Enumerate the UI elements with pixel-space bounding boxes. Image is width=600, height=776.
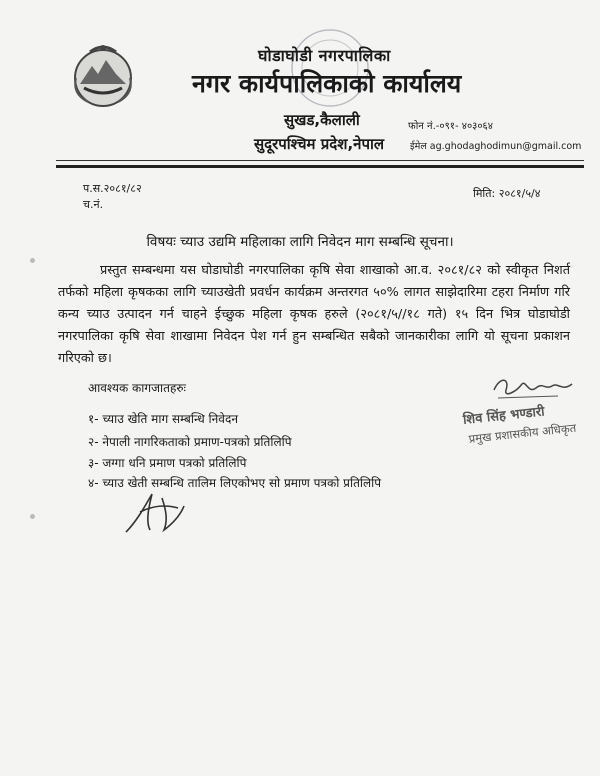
reference-number: प.स.२०८१/८२ [83, 182, 142, 195]
letter-date: मिति: २०८१/५/४ [473, 187, 541, 200]
document-item: ३- जग्गा धनि प्रमाण पत्रको प्रतिलिपि [88, 456, 247, 470]
office-phone: फोन नं.-०९१- ४०३०६४ [408, 121, 493, 132]
office-province: सुदूरपश्चिम प्रदेश,नेपाल [254, 135, 385, 153]
office-email: ईमेल ag.ghodaghodimun@gmail.com [410, 141, 582, 152]
office-city: सुखड,कैलाली [284, 111, 360, 129]
initial-signature-icon [122, 486, 188, 538]
notice-body: प्रस्तुत सम्बन्धमा यस घोडाघोडी नगरपालिका कृषि सेवा शाखाको आ.व. २०८१/८२ को स्वीकृत निशर्त तर्फको महिला कृषकका लागि च्याउखेती प्रवर्धन कार्यक्रम अन्तरगत ५०% लागत साझेदारिमा टहरा निर्माण गरि कन्य च्याउ उत्पादन गर्न चाहने ईच्छुक महिला कृषक हरुले (२०८१/५//१८ गते) १५ दिन भित्र घोडाघोडी नगरपालिका कृषि सेवा शाखामा निवेदन पेश गर्न हुन सम्बन्धित सबैको जानकारीका लागि यो सूचना प्रकाशन गरिएको छ। [58, 263, 570, 366]
document-item: २- नेपाली नागरिकताको प्रमाण-पत्रको प्रतिलिपि [88, 435, 292, 449]
punch-hole [30, 514, 35, 519]
header-divider [56, 160, 584, 161]
signatory-title: प्रमुख प्रशासकीय अधिकृत [468, 420, 577, 446]
signatory-signature-icon [488, 370, 578, 406]
document-item: ४- च्याउ खेती सम्बन्धि तालिम लिएकोभए सो प्रमाण पत्रको प्रतिलिपि [88, 476, 382, 490]
document-item: १- च्याउ खेति माग सम्बन्धि निवेदन [88, 412, 238, 426]
municipality-name: घोडाघोडी नगरपालिका [258, 46, 391, 65]
punch-hole [30, 258, 35, 263]
nepal-emblem-icon [68, 40, 138, 110]
subject-line: विषयः च्याउ उद्यमि महिलाका लागि निवेदन माग सम्बन्धि सूचना। [146, 234, 454, 250]
header-divider-thick [56, 165, 584, 168]
office-title: नगर कार्यपालिकाको कार्यालय [192, 69, 462, 98]
signatory-name: शिव सिंह भण्डारी [462, 404, 546, 428]
dispatch-number: च.नं. [83, 198, 104, 211]
documents-heading: आवश्यक कागजातहरुः [88, 381, 186, 395]
